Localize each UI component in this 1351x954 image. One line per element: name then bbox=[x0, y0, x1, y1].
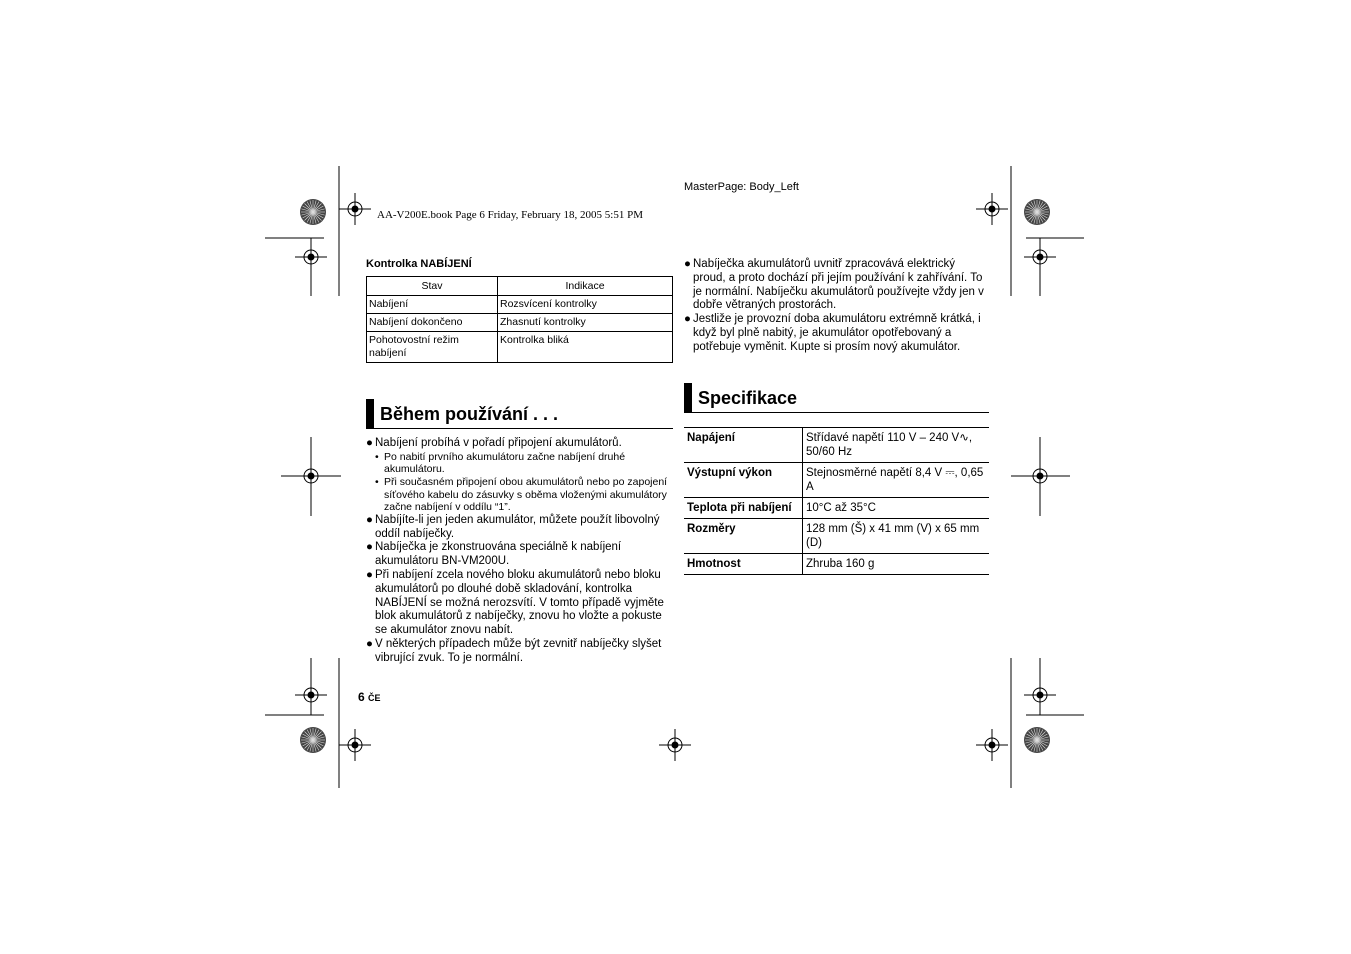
list-item: ● V některých případech může být zevnitř nabíječky slyšet vibrující zvuk. To je normální. bbox=[366, 637, 662, 664]
heading-bar bbox=[684, 383, 692, 413]
table-row bbox=[684, 428, 989, 463]
heading-rule bbox=[374, 428, 673, 429]
list-item: ● Nabíjení probíhá v pořadí připojení akumulátorů. bbox=[366, 437, 622, 449]
book-info: AA-V200E.book Page 6 Friday, February 18, 2005 5:51 PM bbox=[377, 209, 644, 221]
spec-value: 10°C až 35°C bbox=[803, 498, 990, 519]
table-row bbox=[367, 296, 673, 314]
table-cell: Pohotovostní režim nabíjení bbox=[367, 332, 498, 363]
right-bullets bbox=[684, 258, 988, 355]
table-row bbox=[684, 519, 989, 554]
table-cell: Kontrolka bliká bbox=[498, 332, 673, 363]
spec-key: Rozměry bbox=[684, 519, 803, 554]
spec-value: Střídavé napětí 110 V – 240 V∿, 50/60 Hz bbox=[803, 428, 990, 463]
page-number-value: 6 bbox=[358, 690, 365, 704]
list-item: ● Nabíjíte-li jen jeden akumulátor, můžete použít libovolný oddíl nabíječky. bbox=[366, 513, 660, 540]
usage-heading-text: Během používání . . . bbox=[380, 403, 559, 424]
spec-key: Teplota při nabíjení bbox=[684, 498, 803, 519]
list-item: ● Nabíječka akumulátorů uvnitř zpracovává elektrický proud, a proto dochází při jejím používání k zahřívání. To je normální. Nabíječku akumulátorů používejte vždy jen v dobře větraných prostorách. bbox=[684, 258, 984, 312]
table-row bbox=[367, 314, 673, 332]
masterpage-label: MasterPage: Body_Left bbox=[684, 181, 799, 193]
spec-value: Stejnosměrné napětí 8,4 V ⎓, 0,65 A bbox=[803, 463, 990, 498]
usage-bullets bbox=[366, 437, 676, 666]
heading-bar bbox=[366, 399, 374, 429]
spec-key: Výstupní výkon bbox=[684, 463, 803, 498]
list-item: ● Při nabíjení zcela nového bloku akumulátorů nebo bloku akumulátorů po dlouhé době skladování, kontrolka NABÍJENÍ se možná nerozsvítí. V tomto případě vyjměte blok akumulátorů z nabíječky, znovu ho vložte a pokuste se akumulátor znovu nabít. bbox=[366, 568, 664, 637]
table-row bbox=[684, 498, 989, 519]
spec-value: 128 mm (Š) x 41 mm (V) x 65 mm (D) bbox=[803, 519, 990, 554]
table-cell: Nabíjení bbox=[367, 296, 498, 314]
usage-heading bbox=[366, 399, 558, 429]
page-number bbox=[358, 690, 381, 704]
heading-rule bbox=[692, 412, 989, 413]
sub-list-item: • Při současném připojení obou akumulátorů nebo po zapojení síťového kabelu do zásuvky s oběma vloženými akumulátory začne nabíjení v oddílu “1”. bbox=[375, 475, 668, 514]
specs-table bbox=[684, 427, 989, 575]
list-item: ● Nabíječka je zkonstruována speciálně k nabíjení akumulátoru BN-VM200U. bbox=[366, 541, 622, 568]
column-header: Indikace bbox=[498, 277, 673, 296]
list-item: ● Jestliže je provozní doba akumulátoru extrémně krátká, i když byl plně nabitý, je akumulátor opotřebovaný a potřebuje vyměnit. Kupte si prosím nový akumulátor. bbox=[684, 313, 981, 353]
language-code: ČE bbox=[368, 693, 381, 703]
spec-value: Zhruba 160 g bbox=[803, 554, 990, 575]
spec-key: Hmotnost bbox=[684, 554, 803, 575]
column-header: Stav bbox=[367, 277, 498, 296]
table-cell: Zhasnutí kontrolky bbox=[498, 314, 673, 332]
table-header-row bbox=[367, 277, 673, 296]
table-cell: Nabíjení dokončeno bbox=[367, 314, 498, 332]
spec-key: Napájení bbox=[684, 428, 803, 463]
specs-heading bbox=[684, 383, 797, 413]
table-row bbox=[367, 332, 673, 363]
table-cell: Rozsvícení kontrolky bbox=[498, 296, 673, 314]
charge-indicator-title: Kontrolka NABÍJENÍ bbox=[366, 258, 472, 270]
specs-heading-text: Specifikace bbox=[698, 387, 798, 408]
table-row bbox=[684, 554, 989, 575]
charge-indicator-table bbox=[366, 276, 673, 363]
table-row bbox=[684, 463, 989, 498]
sub-list-item: • Po nabití prvního akumulátoru začne nabíjení druhé akumulátoru. bbox=[375, 450, 626, 476]
